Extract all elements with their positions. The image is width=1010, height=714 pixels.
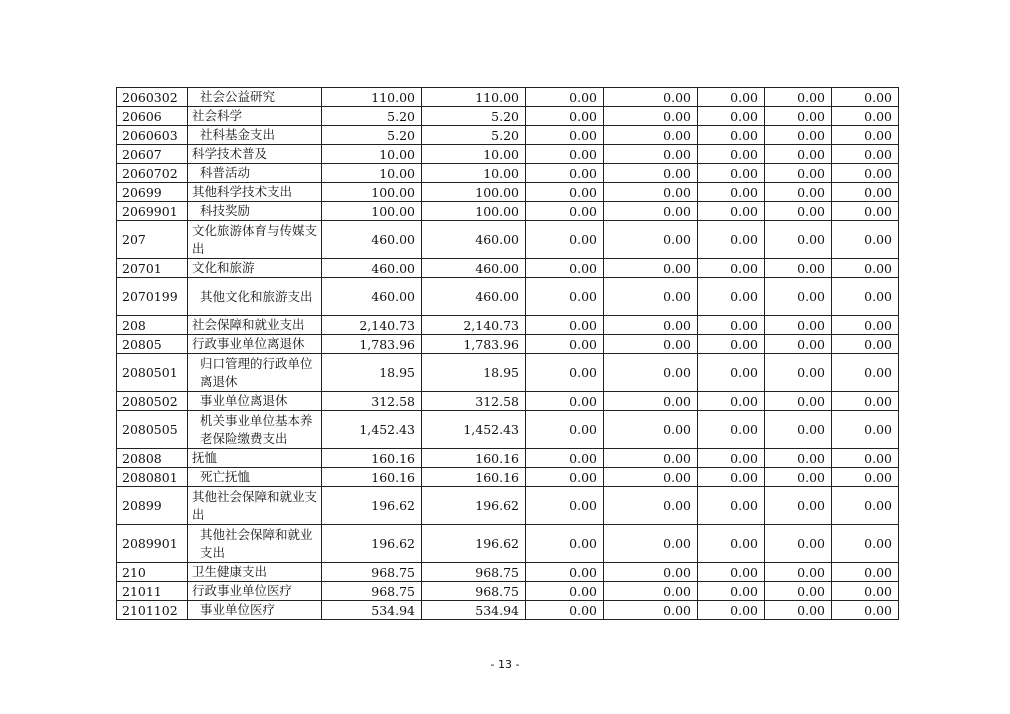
account-code-cell: 2080501 <box>117 354 188 392</box>
amount-cell: 0.00 <box>765 278 832 316</box>
amount-cell: 0.00 <box>698 278 765 316</box>
amount-cell: 100.00 <box>422 183 526 202</box>
amount-cell: 0.00 <box>765 487 832 525</box>
amount-cell: 460.00 <box>422 278 526 316</box>
amount-cell: 0.00 <box>604 164 698 183</box>
amount-cell: 0.00 <box>832 107 899 126</box>
amount-cell: 1,452.43 <box>422 411 526 449</box>
amount-cell: 0.00 <box>765 221 832 259</box>
account-code-cell: 20805 <box>117 335 188 354</box>
amount-cell: 0.00 <box>604 525 698 563</box>
amount-cell: 0.00 <box>832 335 899 354</box>
amount-cell: 312.58 <box>322 392 422 411</box>
amount-cell: 0.00 <box>698 145 765 164</box>
amount-cell: 160.16 <box>422 468 526 487</box>
amount-cell: 2,140.73 <box>422 316 526 335</box>
amount-cell: 0.00 <box>604 259 698 278</box>
amount-cell: 0.00 <box>604 278 698 316</box>
amount-cell: 0.00 <box>832 582 899 601</box>
account-code-cell: 2089901 <box>117 525 188 563</box>
amount-cell: 0.00 <box>765 183 832 202</box>
amount-cell: 0.00 <box>604 354 698 392</box>
amount-cell: 0.00 <box>698 354 765 392</box>
amount-cell: 968.75 <box>322 563 422 582</box>
amount-cell: 0.00 <box>698 601 765 620</box>
account-code-cell: 207 <box>117 221 188 259</box>
account-name-cell: 归口管理的行政单位离退休 <box>188 354 322 392</box>
amount-cell: 0.00 <box>765 601 832 620</box>
account-name-cell: 死亡抚恤 <box>188 468 322 487</box>
amount-cell: 0.00 <box>765 259 832 278</box>
account-code-cell: 2060702 <box>117 164 188 183</box>
amount-cell: 0.00 <box>832 316 899 335</box>
table-row <box>117 145 899 164</box>
account-code-cell: 20808 <box>117 449 188 468</box>
amount-cell: 0.00 <box>526 126 604 145</box>
account-name-cell: 其他文化和旅游支出 <box>188 278 322 316</box>
amount-cell: 5.20 <box>322 126 422 145</box>
table-row <box>117 601 899 620</box>
amount-cell: 0.00 <box>526 582 604 601</box>
amount-cell: 110.00 <box>322 88 422 107</box>
account-name-cell: 事业单位医疗 <box>188 601 322 620</box>
amount-cell: 0.00 <box>698 411 765 449</box>
amount-cell: 0.00 <box>526 335 604 354</box>
amount-cell: 0.00 <box>526 563 604 582</box>
amount-cell: 5.20 <box>322 107 422 126</box>
account-code-cell: 2080505 <box>117 411 188 449</box>
table-row <box>117 449 899 468</box>
amount-cell: 0.00 <box>526 183 604 202</box>
amount-cell: 100.00 <box>322 183 422 202</box>
amount-cell: 0.00 <box>698 468 765 487</box>
amount-cell: 0.00 <box>526 449 604 468</box>
account-code-cell: 2080801 <box>117 468 188 487</box>
table-row <box>117 468 899 487</box>
amount-cell: 18.95 <box>422 354 526 392</box>
table-row <box>117 525 899 563</box>
amount-cell: 0.00 <box>698 582 765 601</box>
amount-cell: 0.00 <box>526 316 604 335</box>
amount-cell: 0.00 <box>765 525 832 563</box>
amount-cell: 0.00 <box>604 582 698 601</box>
amount-cell: 0.00 <box>698 126 765 145</box>
account-name-cell: 科技奖励 <box>188 202 322 221</box>
amount-cell: 0.00 <box>698 183 765 202</box>
amount-cell: 0.00 <box>765 411 832 449</box>
account-code-cell: 20699 <box>117 183 188 202</box>
account-name-cell: 卫生健康支出 <box>188 563 322 582</box>
amount-cell: 968.75 <box>322 582 422 601</box>
amount-cell: 0.00 <box>526 145 604 164</box>
table-body <box>117 88 899 620</box>
amount-cell: 0.00 <box>832 164 899 183</box>
table-row <box>117 563 899 582</box>
amount-cell: 0.00 <box>526 354 604 392</box>
amount-cell: 10.00 <box>422 164 526 183</box>
amount-cell: 0.00 <box>526 202 604 221</box>
amount-cell: 0.00 <box>832 88 899 107</box>
amount-cell: 0.00 <box>765 563 832 582</box>
account-name-cell: 社会公益研究 <box>188 88 322 107</box>
amount-cell: 0.00 <box>526 525 604 563</box>
amount-cell: 1,783.96 <box>322 335 422 354</box>
account-name-cell: 社会保障和就业支出 <box>188 316 322 335</box>
amount-cell: 0.00 <box>604 449 698 468</box>
amount-cell: 0.00 <box>832 354 899 392</box>
amount-cell: 0.00 <box>765 468 832 487</box>
amount-cell: 0.00 <box>765 316 832 335</box>
amount-cell: 0.00 <box>526 278 604 316</box>
budget-table <box>116 87 899 620</box>
table-row <box>117 88 899 107</box>
amount-cell: 0.00 <box>832 278 899 316</box>
amount-cell: 0.00 <box>604 601 698 620</box>
account-name-cell: 机关事业单位基本养老保险缴费支出 <box>188 411 322 449</box>
table-row <box>117 411 899 449</box>
amount-cell: 0.00 <box>526 392 604 411</box>
account-name-cell: 行政事业单位离退休 <box>188 335 322 354</box>
amount-cell: 0.00 <box>604 202 698 221</box>
amount-cell: 160.16 <box>322 468 422 487</box>
amount-cell: 0.00 <box>604 183 698 202</box>
amount-cell: 0.00 <box>832 259 899 278</box>
amount-cell: 0.00 <box>698 335 765 354</box>
amount-cell: 460.00 <box>422 259 526 278</box>
account-name-cell: 抚恤 <box>188 449 322 468</box>
amount-cell: 18.95 <box>322 354 422 392</box>
account-code-cell: 20899 <box>117 487 188 525</box>
account-code-cell: 2101102 <box>117 601 188 620</box>
account-name-cell: 其他科学技术支出 <box>188 183 322 202</box>
amount-cell: 0.00 <box>526 411 604 449</box>
amount-cell: 0.00 <box>832 145 899 164</box>
amount-cell: 0.00 <box>604 468 698 487</box>
account-name-cell: 文化和旅游 <box>188 259 322 278</box>
amount-cell: 0.00 <box>604 126 698 145</box>
amount-cell: 460.00 <box>322 259 422 278</box>
account-name-cell: 社会科学 <box>188 107 322 126</box>
amount-cell: 0.00 <box>526 88 604 107</box>
table-row <box>117 582 899 601</box>
amount-cell: 0.00 <box>832 411 899 449</box>
table-row <box>117 164 899 183</box>
amount-cell: 0.00 <box>526 601 604 620</box>
account-code-cell: 20607 <box>117 145 188 164</box>
amount-cell: 10.00 <box>322 145 422 164</box>
amount-cell: 0.00 <box>765 449 832 468</box>
table-row <box>117 335 899 354</box>
amount-cell: 0.00 <box>604 221 698 259</box>
table-row <box>117 107 899 126</box>
amount-cell: 10.00 <box>322 164 422 183</box>
amount-cell: 0.00 <box>765 107 832 126</box>
amount-cell: 0.00 <box>526 468 604 487</box>
table-row <box>117 392 899 411</box>
amount-cell: 0.00 <box>698 164 765 183</box>
account-code-cell: 2060603 <box>117 126 188 145</box>
amount-cell: 0.00 <box>526 487 604 525</box>
account-code-cell: 208 <box>117 316 188 335</box>
amount-cell: 196.62 <box>322 487 422 525</box>
amount-cell: 534.94 <box>322 601 422 620</box>
amount-cell: 0.00 <box>832 487 899 525</box>
amount-cell: 196.62 <box>322 525 422 563</box>
table-row <box>117 126 899 145</box>
account-code-cell: 20701 <box>117 259 188 278</box>
account-code-cell: 2060302 <box>117 88 188 107</box>
amount-cell: 100.00 <box>422 202 526 221</box>
amount-cell: 0.00 <box>698 449 765 468</box>
table-row <box>117 316 899 335</box>
amount-cell: 0.00 <box>526 164 604 183</box>
amount-cell: 0.00 <box>765 582 832 601</box>
account-code-cell: 2070199 <box>117 278 188 316</box>
amount-cell: 0.00 <box>765 354 832 392</box>
amount-cell: 0.00 <box>832 601 899 620</box>
amount-cell: 2,140.73 <box>322 316 422 335</box>
amount-cell: 0.00 <box>698 392 765 411</box>
amount-cell: 160.16 <box>422 449 526 468</box>
amount-cell: 0.00 <box>698 202 765 221</box>
amount-cell: 0.00 <box>698 563 765 582</box>
account-name-cell: 科学技术普及 <box>188 145 322 164</box>
amount-cell: 0.00 <box>765 202 832 221</box>
account-name-cell: 文化旅游体育与传媒支出 <box>188 221 322 259</box>
amount-cell: 0.00 <box>604 411 698 449</box>
account-code-cell: 21011 <box>117 582 188 601</box>
account-name-cell: 事业单位离退休 <box>188 392 322 411</box>
amount-cell: 0.00 <box>698 316 765 335</box>
amount-cell: 1,452.43 <box>322 411 422 449</box>
amount-cell: 312.58 <box>422 392 526 411</box>
account-code-cell: 210 <box>117 563 188 582</box>
amount-cell: 196.62 <box>422 487 526 525</box>
amount-cell: 0.00 <box>604 316 698 335</box>
amount-cell: 0.00 <box>698 88 765 107</box>
amount-cell: 0.00 <box>526 259 604 278</box>
amount-cell: 0.00 <box>832 449 899 468</box>
amount-cell: 0.00 <box>832 202 899 221</box>
amount-cell: 0.00 <box>765 88 832 107</box>
amount-cell: 0.00 <box>832 183 899 202</box>
page-number: - 13 - <box>490 658 520 671</box>
amount-cell: 0.00 <box>832 468 899 487</box>
amount-cell: 0.00 <box>526 107 604 126</box>
account-name-cell: 社科基金支出 <box>188 126 322 145</box>
amount-cell: 0.00 <box>765 392 832 411</box>
account-name-cell: 其他社会保障和就业支出 <box>188 525 322 563</box>
amount-cell: 110.00 <box>422 88 526 107</box>
amount-cell: 0.00 <box>698 525 765 563</box>
table-row <box>117 221 899 259</box>
amount-cell: 0.00 <box>604 107 698 126</box>
amount-cell: 0.00 <box>604 563 698 582</box>
amount-cell: 460.00 <box>322 278 422 316</box>
account-code-cell: 2069901 <box>117 202 188 221</box>
amount-cell: 534.94 <box>422 601 526 620</box>
amount-cell: 0.00 <box>526 221 604 259</box>
amount-cell: 0.00 <box>765 126 832 145</box>
amount-cell: 0.00 <box>698 107 765 126</box>
table-row <box>117 487 899 525</box>
amount-cell: 0.00 <box>604 145 698 164</box>
amount-cell: 1,783.96 <box>422 335 526 354</box>
amount-cell: 0.00 <box>832 126 899 145</box>
amount-cell: 0.00 <box>765 145 832 164</box>
amount-cell: 100.00 <box>322 202 422 221</box>
amount-cell: 460.00 <box>322 221 422 259</box>
amount-cell: 0.00 <box>698 259 765 278</box>
amount-cell: 0.00 <box>604 392 698 411</box>
amount-cell: 160.16 <box>322 449 422 468</box>
amount-cell: 0.00 <box>765 335 832 354</box>
account-name-cell: 行政事业单位医疗 <box>188 582 322 601</box>
amount-cell: 0.00 <box>698 221 765 259</box>
amount-cell: 0.00 <box>832 392 899 411</box>
table-row <box>117 278 899 316</box>
amount-cell: 460.00 <box>422 221 526 259</box>
amount-cell: 5.20 <box>422 107 526 126</box>
amount-cell: 968.75 <box>422 563 526 582</box>
table-row <box>117 354 899 392</box>
amount-cell: 0.00 <box>604 487 698 525</box>
amount-cell: 0.00 <box>832 221 899 259</box>
amount-cell: 0.00 <box>604 88 698 107</box>
amount-cell: 0.00 <box>765 164 832 183</box>
account-name-cell: 科普活动 <box>188 164 322 183</box>
amount-cell: 196.62 <box>422 525 526 563</box>
account-name-cell: 其他社会保障和就业支出 <box>188 487 322 525</box>
amount-cell: 10.00 <box>422 145 526 164</box>
amount-cell: 0.00 <box>604 335 698 354</box>
table-row <box>117 183 899 202</box>
account-code-cell: 2080502 <box>117 392 188 411</box>
account-code-cell: 20606 <box>117 107 188 126</box>
amount-cell: 968.75 <box>422 582 526 601</box>
table-row <box>117 259 899 278</box>
amount-cell: 0.00 <box>698 487 765 525</box>
table-row <box>117 202 899 221</box>
amount-cell: 0.00 <box>832 525 899 563</box>
amount-cell: 0.00 <box>832 563 899 582</box>
amount-cell: 5.20 <box>422 126 526 145</box>
